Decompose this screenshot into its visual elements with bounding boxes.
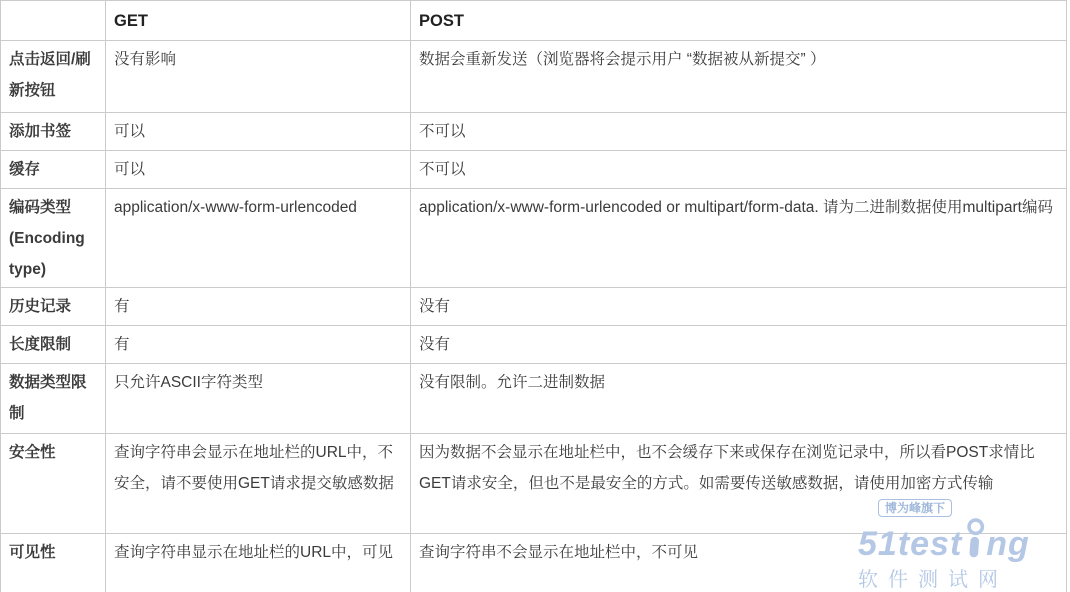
get-cell: 查询字符串会显示在地址栏的URL中，不安全，请不要使用GET请求提交敏感数据 (106, 434, 411, 534)
table-row (1, 189, 1067, 288)
post-cell: 因为数据不会显示在地址栏中，也不会缓存下来或保存在浏览记录中，所以看POST求情比GET请求安全，但也不是最安全的方式。如需要传送敏感数据，请使用加密方式传输 (411, 434, 1067, 534)
table-row (1, 434, 1067, 534)
logo-text-prefix: 51test (858, 525, 963, 563)
get-cell: 没有影响 (106, 41, 411, 113)
table-header-row (1, 1, 1067, 41)
get-cell: 查询字符串显示在地址栏的URL中，可见 (106, 534, 411, 592)
row-label: 缓存 (1, 151, 106, 189)
get-cell: 可以 (106, 151, 411, 189)
watermark-badge: 博为峰旗下 (878, 499, 952, 517)
row-label: 编码类型 (Encoding type) (1, 189, 106, 288)
post-cell: 数据会重新发送（浏览器将会提示用户 “数据被从新提交” ） (411, 41, 1067, 113)
row-label: 数据类型限制 (1, 364, 106, 434)
get-cell: application/x-www-form-urlencoded (106, 189, 411, 288)
header-empty-cell (1, 1, 106, 41)
row-label: 可见性 (1, 534, 106, 592)
logo-text-suffix: ng (986, 525, 1030, 563)
row-label: 点击返回/刷新按钮 (1, 41, 106, 113)
header-post: POST (411, 1, 1067, 41)
row-label: 安全性 (1, 434, 106, 534)
table-row (1, 113, 1067, 151)
table-row (1, 41, 1067, 113)
post-cell: 没有限制。允许二进制数据 (411, 364, 1067, 434)
get-cell: 有 (106, 288, 411, 326)
table-row (1, 534, 1067, 592)
row-label: 长度限制 (1, 326, 106, 364)
post-cell: 查询字符串不会显示在地址栏中，不可见 (411, 534, 1067, 592)
post-cell: application/x-www-form-urlencoded or multipart/form-data. 请为二进制数据使用multipart编码 (411, 189, 1067, 288)
table-row (1, 288, 1067, 326)
table-row (1, 151, 1067, 189)
post-cell: 不可以 (411, 151, 1067, 189)
post-cell: 没有 (411, 288, 1067, 326)
post-cell: 不可以 (411, 113, 1067, 151)
get-cell: 只允许ASCII字符类型 (106, 364, 411, 434)
table-row (1, 326, 1067, 364)
header-get: GET (106, 1, 411, 41)
row-label: 添加书签 (1, 113, 106, 151)
get-cell: 有 (106, 326, 411, 364)
get-cell: 可以 (106, 113, 411, 151)
table-row (1, 364, 1067, 434)
watermark-subtitle: 软件测试网 (858, 569, 1008, 591)
post-cell: 没有 (411, 326, 1067, 364)
row-label: 历史记录 (1, 288, 106, 326)
